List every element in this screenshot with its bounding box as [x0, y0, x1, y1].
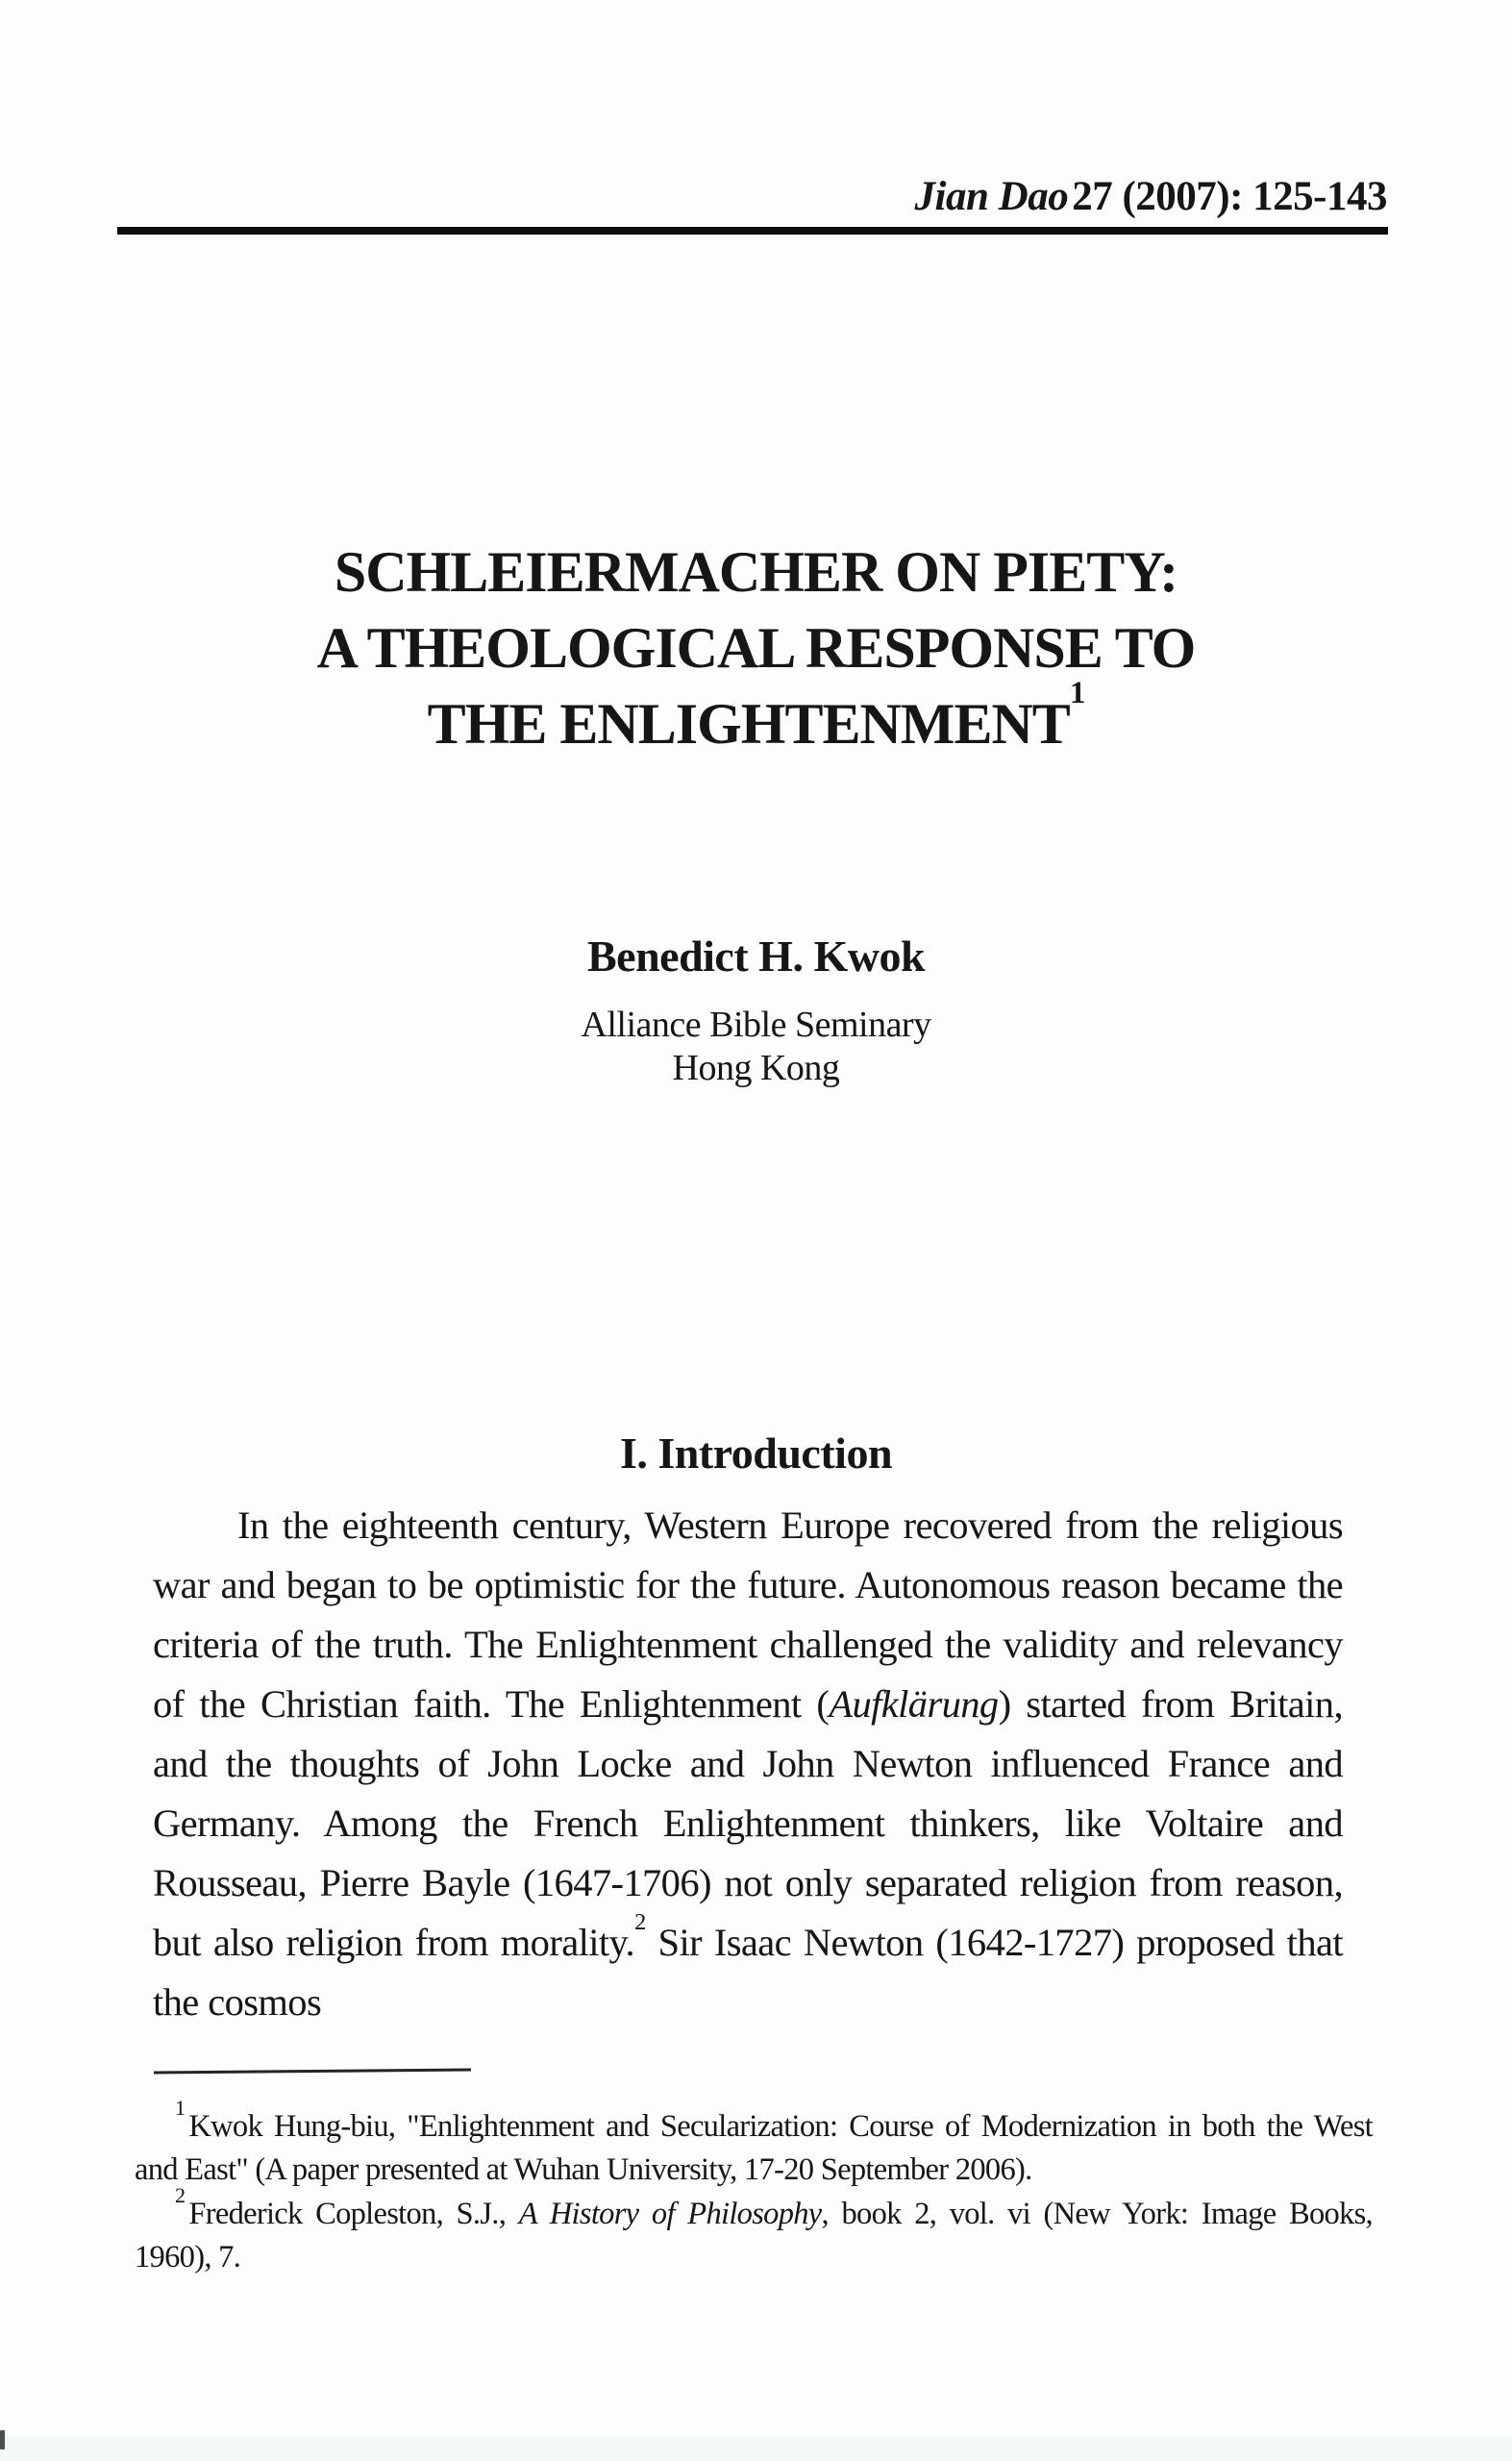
- footnote-2-text: Frederick Copleston, S.J., A History of Philosophy, book 2, vol. vi (New York: Image Books, 1960), 7.: [135, 2197, 1373, 2275]
- title-line-3-text: THE ENLIGHTENMENT: [427, 692, 1070, 756]
- journal-reference: [915, 173, 1387, 220]
- section-heading: I. Introduction: [619, 1429, 893, 1478]
- footnote-2-marker: 2: [175, 2183, 186, 2208]
- title-line-3: [0, 675, 1512, 762]
- journal-issue-pages: 27 (2007): 125-143: [1072, 174, 1387, 219]
- scan-bottom-band: [0, 2436, 1512, 2461]
- title-footnote-marker: 1: [1069, 675, 1085, 710]
- footnote-2: [135, 2183, 1373, 2279]
- affiliation-location: Hong Kong: [672, 1048, 840, 1088]
- author-name: Benedict H. Kwok: [586, 932, 926, 981]
- journal-name: Jian Dao: [914, 174, 1069, 219]
- affiliation-institution: Alliance Bible Seminary: [581, 1005, 931, 1045]
- title-line-1: SCHLEIERMACHER ON PIETY:: [334, 540, 1178, 604]
- introduction-paragraph: In the eighteenth century, Western Europe recovered from the religious war and began to be optimistic for the future. Autonomous reason became the criteria of the truth. The Enlightenment challenged the validity and relevancy of the Christian faith. The Enlightenment (Aufklärung) started from Britain, and the thoughts of John Locke and John Newton influenced France and Germany. Among the French Enlightenment thinkers, like Voltaire and Rousseau, Pierre Bayle (1647-1706) not only separated religion from reason, but also religion from morality.$^2$ Sir Isaac Newton (1642-1727) proposed that the cosmos: [153, 1504, 1344, 2024]
- footnote-separator-rule: [154, 2069, 471, 2075]
- paper-title: [0, 534, 1512, 762]
- footnote-1-marker: 1: [175, 2096, 186, 2121]
- footnote-1: [135, 2096, 1373, 2192]
- footnotes: [135, 2096, 1373, 2280]
- title-line-2: A THEOLOGICAL RESPONSE TO: [316, 616, 1196, 680]
- footnote-1-text: Kwok Hung-biu, "Enlightenment and Secularization: Course of Modernization in both the West and East" (A paper presented at Wuhan University, 17-20 September 2006).: [135, 2109, 1373, 2187]
- author-affiliation: [0, 1004, 1512, 1090]
- scan-corner-mark: [0, 2430, 5, 2449]
- header-rule: [117, 227, 1388, 235]
